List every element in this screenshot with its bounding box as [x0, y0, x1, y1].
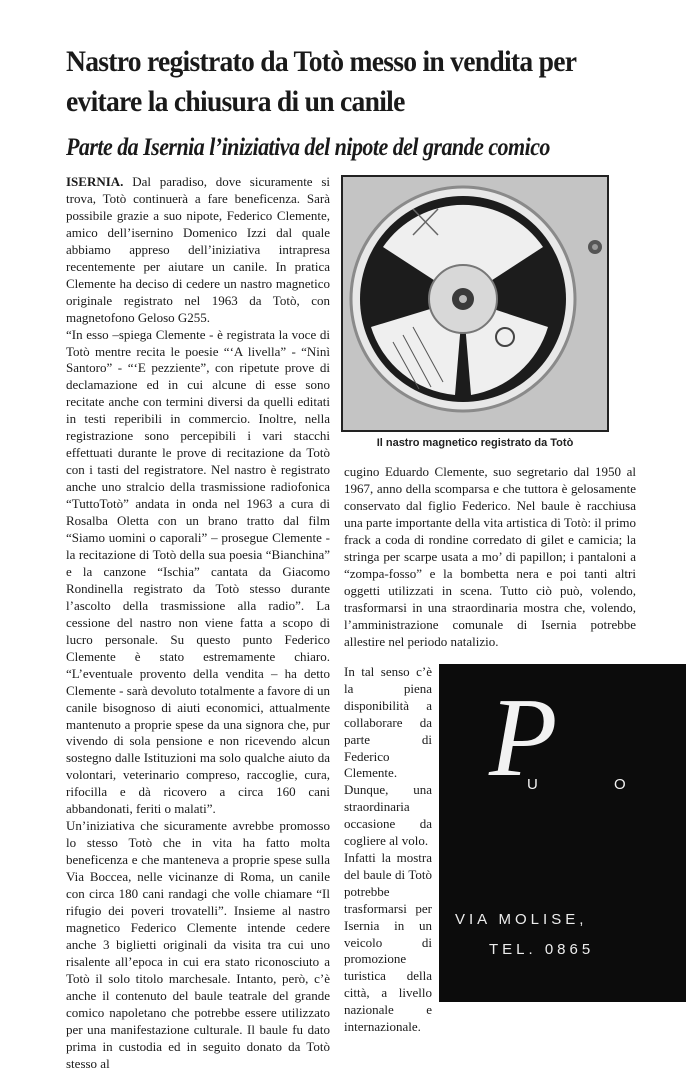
article-paragraph: Un’iniziativa che sicuramente avrebbe promosso lo stesso Totò che in vita ha fatto molta beneficenza e che manteneva a proprie spese sulla Via Boccea, nelle vicinanze di Roma, un canile con circa 180 cani randagi che volle chiamare “Il rifugio dei poveri trovatelli”. Insieme al nastro magnetico Federico Clemente intende cedere anche 3 biglietti originali da visita tra cui uno risalente all’epoca in cui era stato riconosciuto a Totò il solo titolo marchesale. Intanto, però, c’è anche il contenuto del baule teatrale del grande comico napoletano che potrebbe essere utilizzato per una manifestazione culturale. Il baule fu dato prima in custodia ed in seguito donato da Totò stesso al	[66, 818, 330, 1071]
dateline: ISERNIA.	[66, 174, 124, 189]
ad-phone: TEL. 0865	[489, 941, 595, 958]
ad-logo: P	[489, 676, 558, 800]
article-paragraph: In tal senso c’è la piena disponibilità a collaborare da parte di Federico Clemente. Dunque, una straordinaria occasione da cogliere al volo.	[344, 664, 432, 849]
ad-brand-letters: U O	[527, 776, 662, 793]
tape-reel-photo	[341, 175, 609, 432]
article-headline: Nastro registrato da Totò messo in vendita per evitare la chiusura di un canile	[66, 45, 576, 118]
photo-caption: Il nastro magnetico registrato da Totò	[376, 437, 574, 449]
ad-address: VIA MOLISE,	[455, 911, 588, 928]
article-paragraph: cugino Eduardo Clemente, suo segretario dal 1950 al 1967, anno della scomparsa e che tuttora è gelosamente conservato dal figlio Federico. Nel baule è racchiusa una parte importante della vita artistica di Totò: il primo frack a coda di rondine corredato di gilet e camicia; la stringa per scarpe usata a mo’ di papillon; i pantaloni a “zompa-fosso” e la bombetta nera e poi tanti altri oggetti utilizzati in scena. Tutto ciò può, volendo, trasformarsi in una straordinaria mostra che, volendo, l’amministrazione comunale di Isernia potrebbe allestire nel periodo natalizio.	[344, 464, 636, 649]
article-paragraph	[66, 174, 330, 327]
paragraph-text: Dal paradiso, dove sicuramente si trova, Totò continuerà a fare beneficenza. Sarà possibile grazie a suo nipote, Federico Clemente, amico dell’isernino Domenico Izzi dal quale abbiamo appreso dell’iniziativa intrapresa recentemente per aiutare un canile. In pratica Clemente ha deciso di cedere un nastro magnetico originale registrato nel 1963 da Totò, con magnetofono Geloso G255.	[66, 174, 330, 325]
tape-reel-illustration	[343, 177, 607, 430]
article-column-right	[344, 464, 636, 650]
advertisement-box	[439, 664, 686, 1002]
article-paragraph: “In esso –spiega Clemente - è registrata la voce di Totò mentre recita le poesie “‘A livella” - “Ninì Santoro” - “‘E pezziente”, con ripetute prove di declamazione ed in cui alcune di esse sono recitate anche con termini diversi da quelli editati in testi reperibili in commercio. Inoltre, nella registrazione sono percepibili i vari stacchi effettuati durante le prove di recitazione da Totò con i tasti del registratore. Nel nastro è registrato anche uno stralcio della trasmissione radiofonica “TuttoTotò” andata in onda nel 1963 a cura di Rosalba Oletta con un brano tratto dal film “Siamo uomini o caporali” – prosegue Clemente - la recitazione di Totò della sua poesia “Bianchina” e la canzone “Ischia” cantata da Giacomo Rondinella registrato da Totò stesso durante l’ascolto della trasmissione alla radio”. La cessione del nastro non viene fatta a scopo di lucro personale. Su questo punto Federico Clemente è stato estremamente chiaro. “L’eventuale provento della vendita – ha detto Clemente - sarà devoluto totalmente a favore di un canile bisognoso di aiuti economici, attualmente mantenuto a proprie spese da una signora che, pur vivendo di sola pensione e non ricevendo alcun sostegno dalle Istituzioni ma solo qualche aiuto da volontari, veterinario compreso, raccoglie, cura, rifocilla e dà ricovero a circa 160 cani abbandonati, feriti o malati”.	[66, 326, 330, 817]
article-subheadline: Parte da Isernia l’iniziativa del nipote del grande comico	[66, 134, 550, 161]
article-paragraph: Infatti la mostra del baule di Totò potrebbe trasformarsi per Isernia in un veicolo di promozione turistica della città, a livello nazionale e internazionale.	[344, 849, 432, 1035]
article-column-narrow	[344, 664, 432, 1036]
article-column-left	[66, 174, 330, 1073]
